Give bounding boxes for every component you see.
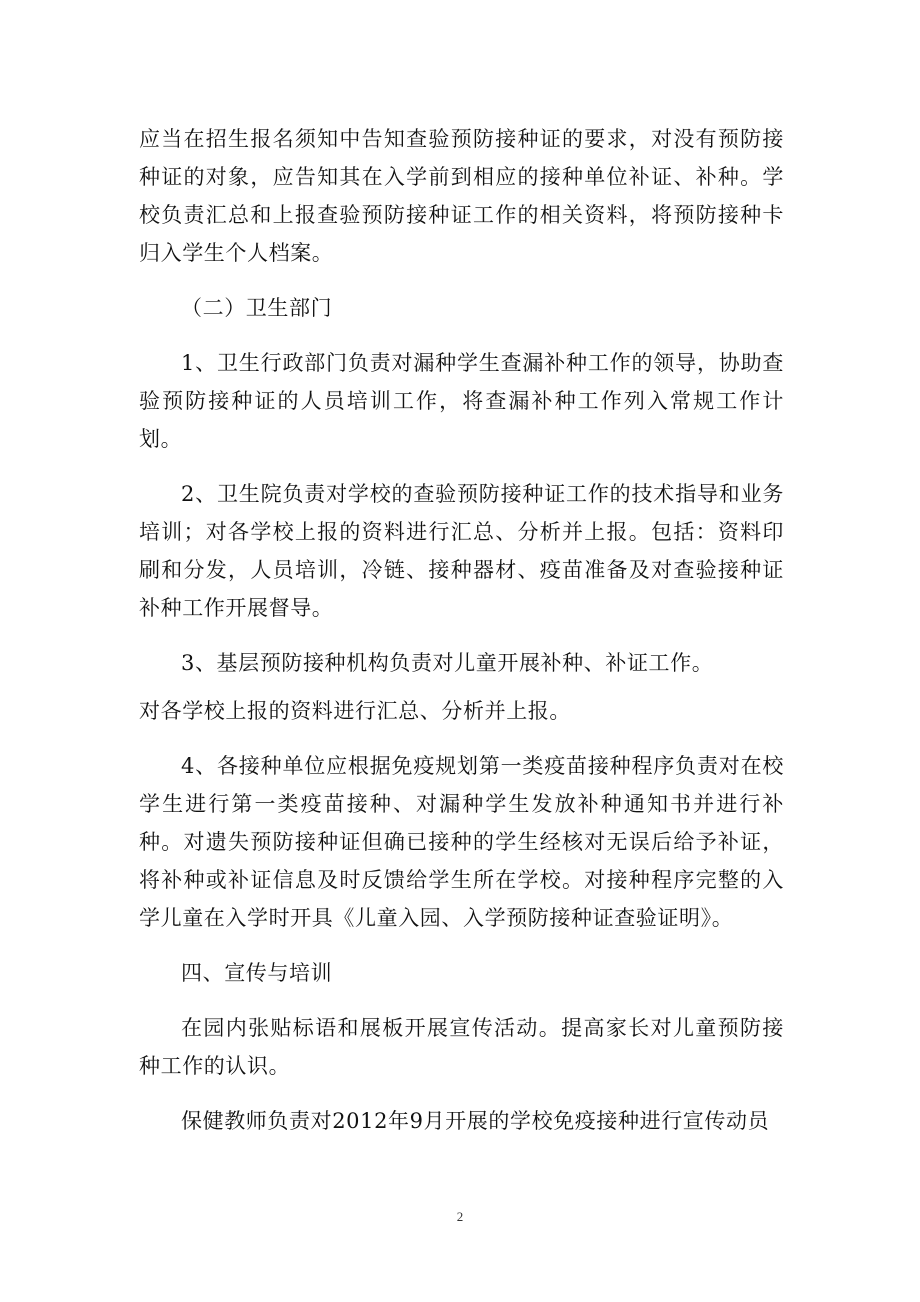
paragraph-item-2: 2、卫生院负责对学校的查验预防接种证工作的技术指导和业务培训；对各学校上报的资料进行汇总、分析并上报。包括：资料印刷和分发，人员培训，冷链、接种器材、疫苗准备及对查验接种证补种工作开展督导。	[139, 482, 784, 620]
paragraph-item-1: 1、卫生行政部门负责对漏种学生查漏补种工作的领导，协助查验预防接种证的人员培训工作，将查漏补种工作列入常规工作计划。	[139, 351, 784, 451]
paragraph-item-4: 4、各接种单位应根据免疫规划第一类疫苗接种程序负责对在校学生进行第一类疫苗接种、对漏种学生发放补种通知书并进行补种。对遗失预防接种证但确已接种的学生经核对无误后给予补证，将补种或补证信息及时反馈给学生所在学校。对接种程序完整的入学儿童在入学时开具《儿童入园、入学预防接种证查验证明》。	[139, 754, 784, 930]
page-number: 2	[456, 1209, 464, 1224]
paragraph-publicity: 在园内张贴标语和展板开展宣传活动。提高家长对儿童预防接种工作的认识。	[139, 1016, 784, 1078]
paragraph-school-requirements: 应当在招生报名须知中告知查验预防接种证的要求，对没有预防接种证的对象，应告知其在入学前到相应的接种单位补证、补种。学校负责汇总和上报查验预防接种证工作的相关资料，将预防接种卡归入学生个人档案。	[139, 127, 784, 265]
document-body	[139, 120, 784, 1140]
paragraph-health-teacher: 保健教师负责对2012年9月开展的学校免疫接种进行宣传动员	[181, 1109, 770, 1133]
section-heading-publicity-training: 四、宣传与培训	[181, 961, 333, 985]
paragraph-summary-report: 对各学校上报的资料进行汇总、分析并上报。	[139, 699, 571, 723]
paragraph-item-3: 3、基层预防接种机构负责对儿童开展补种、补证工作。	[181, 651, 714, 675]
section-heading-health-department: （二）卫生部门	[181, 296, 333, 320]
